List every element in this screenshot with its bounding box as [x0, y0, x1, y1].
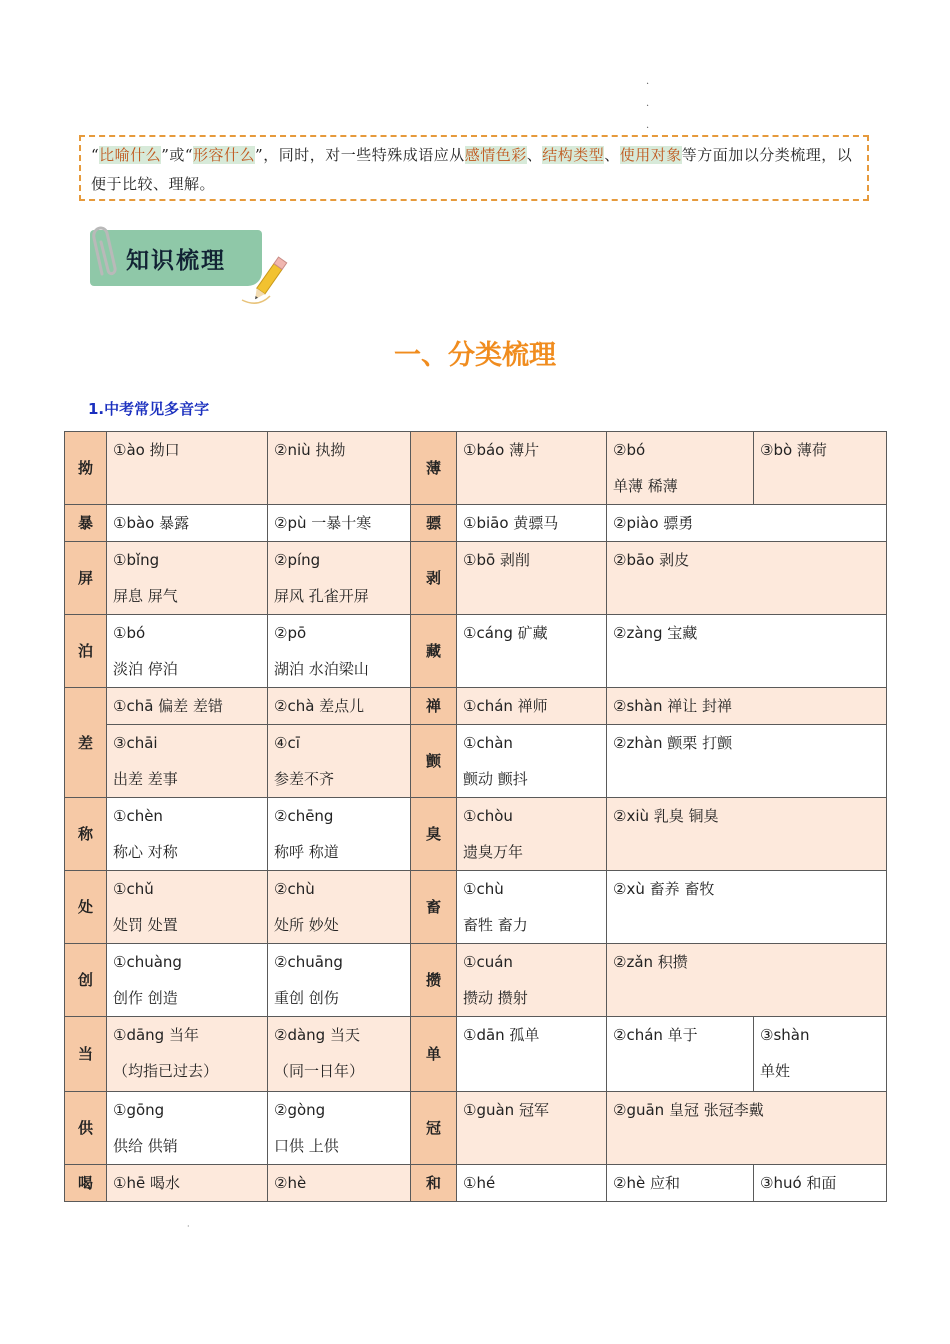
pinyin: ②dàng 当天: [274, 1026, 360, 1044]
pinyin: ③shàn: [760, 1026, 810, 1044]
reading-cell: ①guàn 冠军: [457, 1092, 607, 1165]
example-words: 单薄 稀薄: [613, 477, 678, 495]
table-row: [65, 725, 887, 798]
example-words: 处所 妙处: [274, 916, 339, 934]
char-cell: 薄: [411, 432, 457, 505]
reading-cell: ②zǎn 积攒: [607, 944, 887, 1017]
pinyin: ①chǔ: [113, 880, 154, 898]
reading-cell: [457, 871, 607, 944]
table-row: [65, 1017, 887, 1092]
reading-cell: ①dān 孤单: [457, 1017, 607, 1092]
decorative-dots: · · ·: [646, 79, 650, 134]
table-row: [65, 542, 887, 615]
example-words: 供给 供销: [113, 1137, 178, 1155]
reading-cell: ①chā 偏差 差错: [107, 688, 268, 725]
pinyin: ②píng: [274, 551, 321, 569]
pinyin: ②pō: [274, 624, 307, 642]
pencil-icon: [240, 250, 300, 306]
reading-cell: [107, 1017, 268, 1092]
example-words: 处罚 处置: [113, 916, 178, 934]
example-words: 屏风 孔雀开屏: [274, 587, 369, 605]
char-cell: 和: [411, 1165, 457, 1202]
reading-cell: ②shàn 禅让 封禅: [607, 688, 887, 725]
paperclip-icon: [88, 222, 128, 282]
reading-cell: [107, 798, 268, 871]
reading-cell: ②chán 单于: [607, 1017, 754, 1092]
highlight-shiyong: 使用对象: [619, 146, 682, 164]
char-cell: 冠: [411, 1092, 457, 1165]
char-cell: 创: [65, 944, 107, 1017]
highlight-jiegou: 结构类型: [542, 146, 605, 164]
char-cell: 供: [65, 1092, 107, 1165]
pinyin: ①chàn: [463, 734, 513, 752]
reading-cell: [268, 798, 411, 871]
example-words: 重创 创伤: [274, 989, 339, 1007]
reading-cell: ③bò 薄荷: [754, 432, 887, 505]
example-words: （均指已过去）: [113, 1062, 219, 1080]
reading-cell: ②guān 皇冠 张冠李戴: [607, 1092, 887, 1165]
intro-box: [79, 135, 869, 201]
reading-cell: [457, 725, 607, 798]
reading-cell: [268, 1017, 411, 1092]
example-words: 参差不齐: [274, 770, 335, 788]
intro-text: 、: [604, 146, 620, 164]
table-row: [65, 1165, 887, 1202]
intro-text: “: [91, 146, 100, 164]
reading-cell: ②hè 应和: [607, 1165, 754, 1202]
reading-cell: [107, 615, 268, 688]
reading-cell: ①chán 禅师: [457, 688, 607, 725]
reading-cell: ①hē 喝水: [107, 1165, 268, 1202]
example-words: 淡泊 停泊: [113, 660, 178, 678]
char-cell: 攒: [411, 944, 457, 1017]
reading-cell: ①cáng 矿藏: [457, 615, 607, 688]
pinyin: ①chuàng: [113, 953, 182, 971]
highlight-xingrong: 形容什么: [193, 146, 256, 164]
page-title: 一、分类梳理: [394, 340, 556, 371]
example-words: 遗臭万年: [463, 843, 524, 861]
example-words: 创作 创造: [113, 989, 178, 1007]
char-cell: 泊: [65, 615, 107, 688]
example-words: 出差 差事: [113, 770, 178, 788]
intro-text: ”或“: [161, 146, 194, 164]
reading-cell: ②xiù 乳臭 铜臭: [607, 798, 887, 871]
reading-cell: [457, 798, 607, 871]
pinyin: ②chù: [274, 880, 315, 898]
reading-cell: [268, 725, 411, 798]
pinyin: ①dāng 当年: [113, 1026, 199, 1044]
pinyin: ①chù: [463, 880, 504, 898]
reading-cell: [457, 944, 607, 1017]
intro-text: 、: [526, 146, 543, 164]
reading-cell: ①ào 拗口: [107, 432, 268, 505]
reading-cell: ②piào 骠勇: [607, 505, 887, 542]
reading-cell: ③huó 和面: [754, 1165, 887, 1202]
char-cell: 暴: [65, 505, 107, 542]
reading-cell: ②chà 差点儿: [268, 688, 411, 725]
char-cell: 禅: [411, 688, 457, 725]
reading-cell: [107, 725, 268, 798]
table-row: [65, 798, 887, 871]
pinyin: ②bó: [613, 441, 646, 459]
char-cell: 称: [65, 798, 107, 871]
pinyin: ①gōng: [113, 1101, 165, 1119]
reading-cell: [268, 1092, 411, 1165]
reading-cell: [268, 871, 411, 944]
pinyin: ①cuán: [463, 953, 513, 971]
example-words: 颤动 颤抖: [463, 770, 528, 788]
reading-cell: [268, 944, 411, 1017]
table-row: [65, 944, 887, 1017]
reading-cell: ②zhàn 颤栗 打颤: [607, 725, 887, 798]
char-cell: 拗: [65, 432, 107, 505]
reading-cell: [107, 542, 268, 615]
section-tag: 知识梳理: [90, 230, 262, 286]
section-subtitle: 1.中考常见多音字: [88, 400, 210, 418]
reading-cell: ①bō 剥削: [457, 542, 607, 615]
char-cell: 骠: [411, 505, 457, 542]
table-row: [65, 1092, 887, 1165]
example-words: 屏息 屏气: [113, 587, 178, 605]
example-words: 称呼 称道: [274, 843, 339, 861]
pinyin: ④cī: [274, 734, 300, 752]
table-row: [65, 615, 887, 688]
char-cell: 剥: [411, 542, 457, 615]
intro-text: ”，同时，对一些特殊成语应从: [255, 146, 465, 164]
reading-cell: ②hè: [268, 1165, 411, 1202]
highlight-bixiang: 比喻什么: [99, 146, 162, 164]
char-cell: 臭: [411, 798, 457, 871]
reading-cell: ②zàng 宝藏: [607, 615, 887, 688]
table-row: [65, 432, 887, 505]
reading-cell: [268, 542, 411, 615]
reading-cell: [754, 1017, 887, 1092]
table-row: [65, 505, 887, 542]
table-row: [65, 871, 887, 944]
reading-cell: [107, 944, 268, 1017]
reading-cell: [107, 1092, 268, 1165]
example-words: 畜牲 畜力: [463, 916, 528, 934]
reading-cell: ②pù 一暴十寒: [268, 505, 411, 542]
example-words: 称心 对称: [113, 843, 178, 861]
pinyin: ①bǐng: [113, 551, 160, 569]
highlight-ganqing: 感情色彩: [464, 146, 527, 164]
example-words: 湖泊 水泊梁山: [274, 660, 369, 678]
char-cell: 单: [411, 1017, 457, 1092]
example-words: 口供 上供: [274, 1137, 339, 1155]
reading-cell: [268, 615, 411, 688]
reading-cell: ②bāo 剥皮: [607, 542, 887, 615]
pinyin: ①bó: [113, 624, 146, 642]
reading-cell: ②niù 执拗: [268, 432, 411, 505]
reading-cell: ①biāo 黄骠马: [457, 505, 607, 542]
char-cell: 处: [65, 871, 107, 944]
pinyin: ②chēng: [274, 807, 334, 825]
table-row: [65, 688, 887, 725]
pinyin: ②chuāng: [274, 953, 343, 971]
char-cell: 藏: [411, 615, 457, 688]
char-cell: 畜: [411, 871, 457, 944]
reading-cell: [107, 871, 268, 944]
reading-cell: ①báo 薄片: [457, 432, 607, 505]
char-cell: 喝: [65, 1165, 107, 1202]
reading-cell: ①hé: [457, 1165, 607, 1202]
intro-text: 等方面加以分类梳理，以便于比较、理解。: [91, 146, 853, 193]
pinyin: ③chāi: [113, 734, 158, 752]
pinyin: ②gòng: [274, 1101, 326, 1119]
char-cell: 颤: [411, 725, 457, 798]
polyphone-table: [64, 431, 887, 1202]
reading-cell: [607, 432, 754, 505]
example-words: 攒动 攒射: [463, 989, 528, 1007]
pinyin: ①chòu: [463, 807, 513, 825]
char-cell: 差: [65, 688, 107, 798]
footer-mark: ·: [187, 1222, 190, 1231]
section-tag-wrap: [88, 222, 308, 306]
char-cell: 屏: [65, 542, 107, 615]
reading-cell: ②xù 畜养 畜牧: [607, 871, 887, 944]
reading-cell: ①bào 暴露: [107, 505, 268, 542]
char-cell: 当: [65, 1017, 107, 1092]
pinyin: ①chèn: [113, 807, 163, 825]
example-words: 单姓: [760, 1062, 791, 1080]
example-words: （同一日年）: [274, 1062, 365, 1080]
